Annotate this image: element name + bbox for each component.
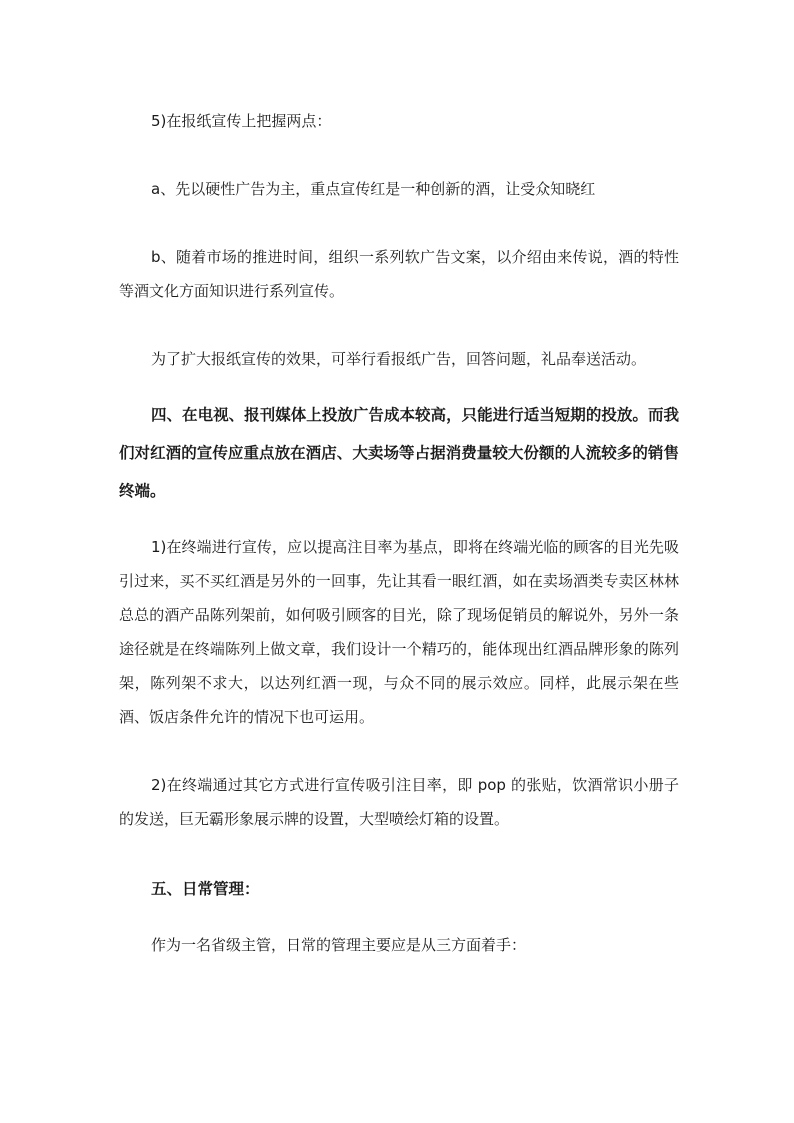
document-body bbox=[119, 104, 679, 962]
paragraph-terminal-promotion-2: 2)在终端通过其它方式进行宣传吸引注目率，即 pop 的张贴，饮酒常识小册子的发送，巨无霸形象展示牌的设置，大型喷绘灯箱的设置。 bbox=[119, 776, 679, 828]
paragraph-newspaper-points: 5)在报纸宣传上把握两点： bbox=[151, 112, 332, 130]
paragraph-point-b: b、随着市场的推进时间，组织一系列软广告文案，以介绍由来传说，酒的特性等酒文化方面知识进行系列宣传。 bbox=[119, 248, 679, 300]
section-heading-five: 五、日常管理： bbox=[151, 880, 260, 898]
section-heading-four: 四、在电视、报刊媒体上投放广告成本较高，只能进行适当短期的投放。而我们对红酒的宣传应重点放在酒店、大卖场等占据消费量较大份额的人流较多的销售终端。 bbox=[119, 406, 679, 500]
paragraph-terminal-promotion-1: 1)在终端进行宣传，应以提高注目率为基点，即将在终端光临的顾客的目光先吸引过来，买不买红酒是另外的一回事，先让其看一眼红酒，如在卖场酒类专卖区林林总总的酒产品陈列架前，如何吸引顾客的目光，除了现场促销员的解说外，另外一条途径就是在终端陈列上做文章，我们设计一个精巧的，能体现出红酒品牌形象的陈列架，陈列架不求大，以达列红酒一现，与众不同的展示效应。同样，此展示架在些酒、饭店条件允许的情况下也可运用。 bbox=[119, 538, 679, 726]
paragraph-daily-management: 作为一名省级主管，日常的管理主要应是从三方面着手： bbox=[151, 936, 527, 954]
paragraph-point-a: a、先以硬性广告为主，重点宣传红是一种创新的酒，让受众知晓红 bbox=[151, 180, 596, 198]
paragraph-newspaper-effect: 为了扩大报纸宣传的效果，可举行看报纸广告，回答问题，礼品奉送活动。 bbox=[151, 350, 647, 368]
